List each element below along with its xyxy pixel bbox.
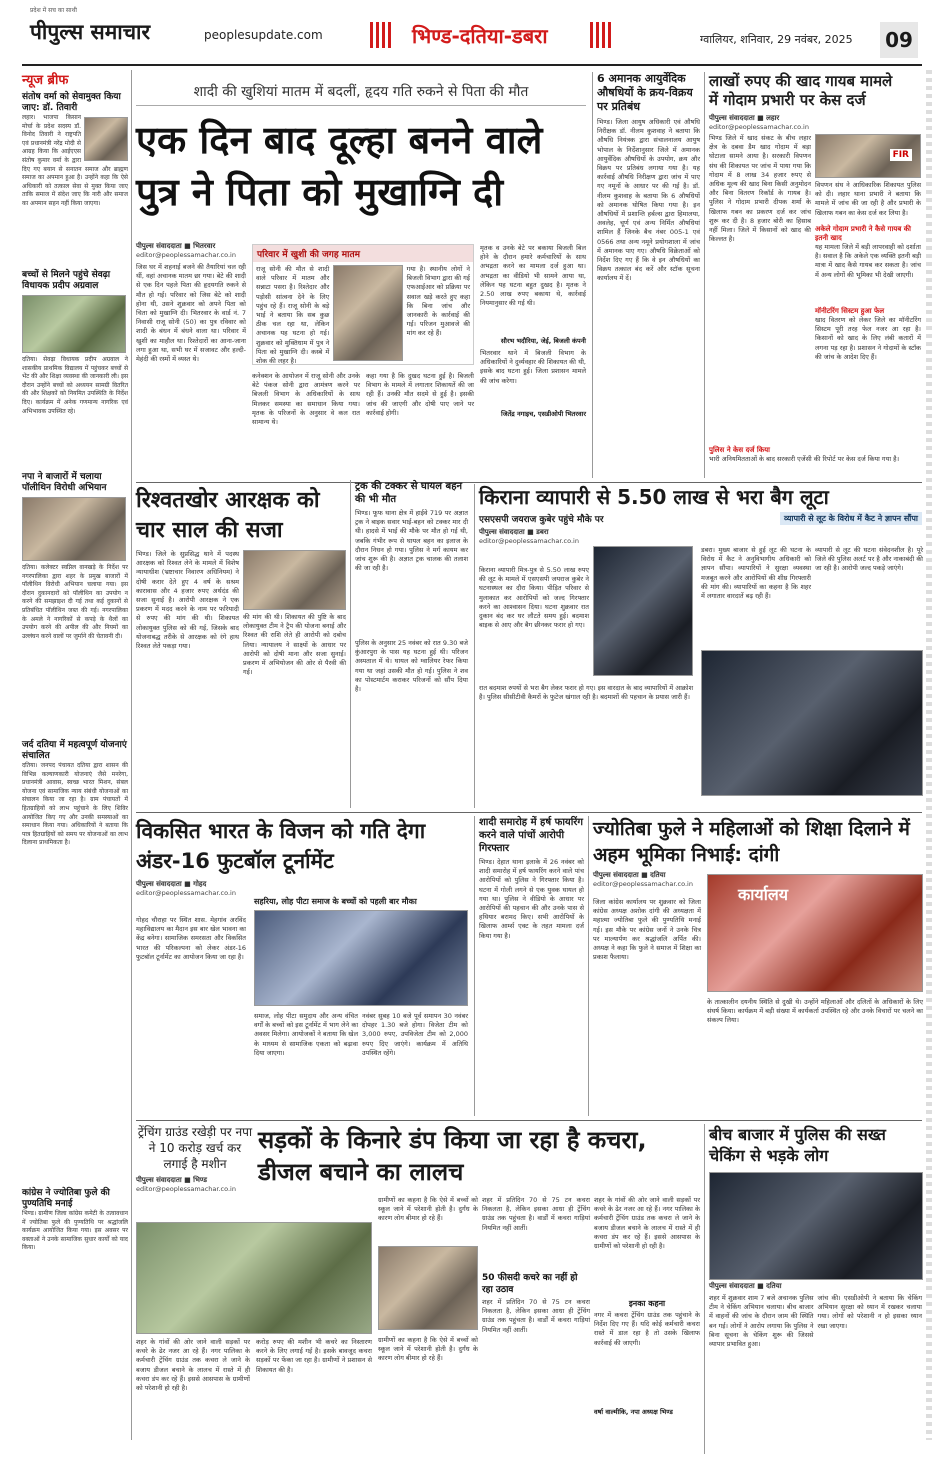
brief-photo-market — [22, 497, 126, 561]
lead-byline: पीपुल्स संवाददाता ■ भितरवार — [136, 242, 216, 250]
brief-title: जर्द दतिया में महत्वपूर्ण योजनाएं संचालित — [22, 740, 127, 761]
garbage-headline: सड़कों के किनारे डंप किया जा रहा है कचरा, डीजल बचाने का लालच — [258, 1126, 647, 1186]
phule-photo-office — [707, 874, 923, 992]
phule-banner: कार्यालय — [738, 885, 788, 904]
football-body-2: समाज, लोह पीटा समुदाय और अन्य वंचित वर्गों के बच्चों को इस टूर्नामेंट में भाग लेने का अवसर मिलेगा। आयोजकों ने बताया कि खेल के माध्यम से सामाजिक एकता को बढ़ावा दिया जाएगा। — [254, 1012, 358, 1057]
lead-quote-by: सौरभ भदौरिया, जेई, बिजली कंपनी — [500, 337, 586, 345]
garbage-body: शहर के गांवों की ओर जाने वाली सड़कों पर कचरे के ढेर नजर आ रहे हैं। नगर पालिका के कर्मचारी ट्रेंचिंग ग्राउंड तक कचरा ले जाने के बजाय डीजल बचाने के लालच में रास्ते में ही कचरा डंप कर रहे हैं। इससे आसपास के ग्रामीणों को परेशानी हो रही है। — [136, 1338, 250, 1393]
firing-story — [474, 816, 584, 1116]
kirana-mail[interactable]: editor@peoplessamachar.co.in — [479, 537, 579, 545]
fertilizer-body: भिण्ड जिले में खाद संकट के बीच लहार क्षेत्र के दबवा डैम खाद गोदाम में बड़ा घोटाला सामने आया है। सरकारी विपणन संघ की शिकायत पर जांच में पाया गया कि गोदाम में 8 लाख 34 हजार रुपए से अधिक मूल्य की खाद बिना किसी अनुमोदन और बिना वितरण रिकॉर्ड के गायब है। पुलिस ने गोदाम प्रभारी दीपक शर्मा के खिलाफ गबन का प्रकरण दर्ज कर जांच शुरू कर दी है। 8 हजार बोरी का हिसाब नहीं मिला। जिले में किसानों को खाद की किल्लत है। — [709, 134, 811, 244]
right-margin-stripe — [926, 70, 932, 1440]
trench-byline: पीपुल्स संवाददाता ■ भिण्ड — [136, 1176, 207, 1184]
phule-body-2: के तात्कालीन दयनीय स्थिति से दुखी थे। उन्होंने महिलाओं और दलितों के अधिकारों के लिए संघर्ष किया। कार्यक्रम में बड़ी संख्या में कार्यकर्ता उपस्थित रहे और उनके विचारों पर चलने का संकल्प लिया। — [707, 998, 923, 1025]
kirana-right-text-2: व्यापारी से लूट की घटना संवेदनशील है। पूरे जिले की पुलिस अलर्ट पर है और नाकाबंदी की जा रही है। आरोपी जल्द पकड़े जाएंगे। — [815, 546, 923, 573]
truck-headline: ट्रक की टक्कर से घायल बहन की भी मौत — [355, 481, 463, 505]
fertilizer-sub-3: पुलिस ने केस दर्ज किया — [709, 446, 770, 454]
bribe-body: भिण्ड। जिले के सुप्रसिद्ध थाने में पदस्थ आरक्षक को रिश्वत लेने के मामले में विशेष न्यायाधीश (भ्रष्टाचार निवारण अधिनियम) ने दोषी करार देते हुए 4 वर्ष के सश्रम कारावास और 4 हजार रुपए अर्थदंड की सजा सुनाई है। आरोपी आरक्षक ने एक प्रकरण में मदद करने के नाम पर फरियादी से रुपए की मांग की थी। शिकायत लोकायुक्त पुलिस को की गई, जिसके बाद योजनाबद्ध तरीके से आरक्षक को रंगे हाथ रिश्वत लेते पकड़ा गया। — [136, 550, 239, 651]
truck-story — [350, 480, 468, 808]
row-divider-1 — [136, 482, 922, 483]
brief-title: कांग्रेस ने ज्योतिबा फुले की पुण्यतिथि मनाई — [22, 1188, 110, 1209]
garbage-body-4b: शहर में प्रतिदिन 70 से 75 टन कचरा निकलता है, लेकिन इसका आधा ही ट्रेंचिंग ग्राउंड तक पहुंचता है। वार्डों में कचरा गाड़ियां नियमित नहीं आतीं। — [482, 1298, 590, 1334]
kirana-byline: पीपुल्स संवाददाता ■ डबरा — [479, 528, 549, 536]
lead-mail[interactable]: editor@peoplessamachar.co.in — [136, 251, 236, 259]
newspaper-logo[interactable]: पीपुल्स समाचार — [30, 19, 151, 44]
column-divider — [131, 70, 132, 1440]
garbage-body-4: शहर में प्रतिदिन 70 से 75 टन कचरा निकलता है, लेकिन इसका आधा ही ट्रेंचिंग ग्राउंड तक पहुंचता है। वार्डों में कचरा गाड़ियां नियमित नहीं आतीं। — [482, 1196, 590, 1232]
brief-item — [22, 472, 128, 734]
kirana-story — [474, 484, 922, 808]
checking-headline: बीच बाजार में पुलिस की सख्त चेकिंग से भड़के लोग — [709, 1125, 886, 1165]
football-headline: विकसित भारत के विजन को गति देगा अंडर-16 फुटबॉल टूर्नामेंट — [136, 819, 426, 873]
bribe-photo-court — [243, 550, 346, 610]
phule-byline: पीपुल्स संवाददाता ■ दतिया — [593, 871, 666, 879]
family-box-text-2: गया है। स्थानीय लोगों ने बिजली विभाग द्वारा की गई एफआईआर को प्रक्रिया पर सवाल खड़े करते हुए कहा कि बिना जांच और जानकारी के कार्रवाई की गई। परिजन मुआवजे की मांग कर रहे हैं। — [406, 265, 470, 338]
brief-item — [22, 740, 128, 1182]
garbage-photo-roadside — [136, 1222, 372, 1334]
brief-body: भिण्ड। ग्रामीण जिला कांग्रेस कमेटी के तत्वावधान में ज्योतिबा फुले की पुण्यतिथि पर श्रद्धांजलि कार्यक्रम आयोजित किया गया। इस अवसर पर वक्ताओं ने उनके सामाजिक सुधार कार्यों को याद किया। — [22, 1210, 128, 1252]
fertilizer-mail[interactable]: editor@peoplessamachar.co.in — [709, 123, 809, 131]
phule-story — [588, 816, 922, 1116]
news-brief-column — [22, 70, 128, 1440]
fertilizer-kicker: लाखों रुपए की खाद गायब मामले — [709, 72, 893, 90]
lead-column-1 — [136, 242, 246, 483]
kirana-right-text: डबरा। मुख्य बाजार से हुई लूट की घटना के विरोध में कैट ने अनुविभागीय अधिकारी को ज्ञापन सौंपा। व्यापारियों ने सुरक्षा व्यवस्था मजबूत करने और आरोपियों की शीघ्र गिरफ्तारी की मांग की। व्यापारियों का कहना है कि शहर में लगातार वारदातें बढ़ रही हैं। — [701, 546, 811, 601]
fertilizer-side-3: खाद वितरण को लेकर जिले का मॉनीटरिंग सिस्टम पूरी तरह फेल नजर आ रहा है। किसानों को खाद के लिए लंबी कतारों में लगना पड़ रहा है। प्रशासन ने गोदामों के स्टॉक की जांच के आदेश दिए हैं। — [815, 316, 921, 361]
lead-quote — [480, 244, 586, 418]
brief-body: दतिया। कलेक्टर स्वप्निल वानखड़े के निर्देश पर नगरपालिका द्वारा शहर के प्रमुख बाजारों में पॉलीथिन विरोधी अभियान चलाया गया। इस दौरान दुकानदारों को पॉलीथिन का उपयोग न करने की समझाइश दी गई तथा कई दुकानों से प्रतिबंधित पॉलीथिन जब्त की गई। नगरपालिका के अमले ने नागरिकों से कपड़े के थैलों का उपयोग करने की अपील की और नियमों का उल्लंघन करने वालों पर जुर्माने की चेतावनी दी। — [22, 564, 128, 640]
kirana-kicker: एसएसपी जयराज कुबेर पहुंचे मौके पर — [479, 515, 604, 525]
firing-headline: शादी समारोह में हर्ष फायरिंग करने वाले पांचों आरोपी गिरफ्तार — [479, 817, 584, 854]
garbage-sub: 50 फीसदी कचरे का नहीं हो रहा उठाव — [482, 1273, 578, 1295]
football-story — [136, 816, 468, 1116]
football-photo-kicker: सहरिया, लोह पीटा समाज के बच्चों को पहली बार मौका — [254, 897, 417, 906]
bribe-story — [136, 486, 346, 808]
fertilizer-sub-2: मॉनीटरिंग सिस्टम हुआ फेल — [815, 307, 885, 315]
brief-label: न्यूज ब्रीफ — [22, 73, 69, 88]
kirana-body: किराना व्यापारी मित्र-पुत्र से 5.50 लाख रुपए की लूट के मामले में एसएसपी जयराज कुबेर ने घटनास्थल का दौरा किया। पीड़ित परिवार से मुलाकात कर आरोपियों को जल्द गिरफ्तार करने का आश्वासन दिया। घटना शुक्रवार रात दुकान बंद कर घर लौटते समय हुई। बदमाश बाइक से आए और बैग छीनकर फरार हो गए। — [479, 566, 589, 630]
brief-body: लहार। भाजपा किसान मोर्चा के प्रदेश सदस्य डॉ. विनोद तिवारी ने राष्ट्रपति एवं प्रधानमंत्री नरेंद्र मोदी से आग्रह किया कि आईएएस संतोष कुमार वर्मा के द्वारा दिए गए बयान से सनातन समाज और ब्राह्मण समाज का अपमान हुआ है। उन्होंने कहा कि ऐसे अधिकारी को तत्काल सेवा से मुक्त किया जाए ताकि समाज में संदेश जाए कि नारी और समाज का अपमान सहन नहीं किया जाएगा। — [22, 114, 128, 207]
fertilizer-side-2: यह मामला जिले में बड़ी लापरवाही को दर्शाता है। सवाल है कि अकेले एक व्यक्ति इतनी बड़ी मात्रा में खाद कैसे गायब कर सकता है। जांच में अन्य लोगों की भूमिका भी देखी जाएगी। — [815, 243, 921, 279]
website-url[interactable]: peoplesupdate.com — [204, 28, 323, 42]
region-title: भिण्ड-दतिया-डबरा — [412, 24, 548, 48]
fertilizer-side-4: भारी अनियमितताओं के बाद सरकारी एजेंसी की रिपोर्ट पर केस दर्ज किया गया है। — [709, 455, 900, 463]
garbage-body-2: करोड़ रुपए की मशीन भी कचरे का निस्तारण करने के लिए लगाई गई है। इसके बावजूद कचरा सड़कों पर फेंका जा रहा है। ग्रामीणों ने प्रशासन से शिकायत की है। — [256, 1338, 372, 1374]
fertilizer-headline: में गोदाम प्रभारी पर केस दर्ज — [709, 91, 866, 109]
phule-headline: ज्योतिबा फुले ने महिलाओं को शिक्षा दिलाने में अहम भूमिका निभाई: दांगी — [593, 818, 910, 866]
garbage-body-3b: ग्रामीणों का कहना है कि ऐसे में बच्चों को स्कूल जाने में परेशानी होती है। दुर्गंध के कारण लोग बीमार हो रहे हैं। — [378, 1336, 478, 1363]
brief-item — [22, 1188, 128, 1300]
deceased-photo — [333, 265, 402, 361]
decor-stripe-right — [590, 22, 612, 48]
row-divider-3 — [136, 1120, 922, 1121]
family-box-title: परिवार में खुशी की जगह मातम — [253, 245, 473, 262]
kirana-side-kicker: व्यापारी से लूट के विरोध में कैट ने ज्ञापन सौंपा — [780, 512, 922, 525]
fertilizer-story — [704, 72, 922, 478]
masthead-rule — [22, 64, 922, 66]
garbage-quote: नगर में कचरा ट्रेंचिंग ग्राउंड तक पहुंचाने के निर्देश दिए गए हैं। यदि कोई कर्मचारी कचरा रास्ते में डाल रहा है तो उसके खिलाफ कार्रवाई की जाएगी। — [594, 1311, 700, 1347]
checking-byline: पीपुल्स संवाददाता ■ दतिया — [709, 1282, 782, 1290]
fir-label: FIR — [890, 149, 912, 161]
bribe-headline: रिश्वतखोर आरक्षक को चार साल की सजा — [136, 488, 320, 543]
garbage-photo-truck — [378, 1246, 478, 1330]
family-box — [252, 244, 474, 365]
kirana-photo-police — [593, 546, 693, 676]
row-divider-2 — [136, 812, 922, 813]
lead-body-6: कहा गया है कि दुखद घटना हुई है। बिजली विभाग के मामले में लगातार शिकायतें की जा रही हैं। उनकी मौत सदमे से हुई है। इसकी जांच की जाएगी और दोषी पाए जाने पर कार्रवाई होगी। — [366, 372, 474, 417]
decor-stripe-left — [370, 22, 392, 48]
page-number: 09 — [880, 22, 918, 58]
checking-photo-market — [709, 1172, 923, 1280]
football-photo-meeting — [254, 910, 468, 1006]
football-body: गोहद चौराहा पर स्थित शास. मेहगांव अरविंद महाविद्यालय का मैदान इस बार खेल भावना का केंद्र बनेगा। सामाजिक समरसता और विकसित भारत की परिकल्पना को लेकर अंडर-16 फुटबॉल टूर्नामेंट का आयोजन किया जा रहा है। — [136, 916, 246, 961]
bribe-body-2: की मांग की थी। शिकायत की पुष्टि के बाद लोकायुक्त टीम ने ट्रैप की योजना बनाई और रिश्वत की राशि लेते ही आरोपी को दबोच लिया। न्यायालय ने साक्ष्यों के आधार पर आरोपी को दोषी माना और सजा सुनाई। प्रकरण में अभियोजन की ओर से पैरवी की गई। — [243, 613, 346, 677]
lead-headline: एक दिन बाद दूल्हा बनने वाले पुत्र ने पिता को मुखाग्नि दी — [136, 118, 543, 214]
fir-photo — [815, 134, 921, 178]
brief-title: संतोष वर्मा को सेवामुक्त किया जाए: डॉ. तिवारी — [22, 92, 121, 113]
brief-body: दतिया। जनपद पंचायत दतिया द्वारा शासन की विभिन्न कल्याणकारी योजनाएं जैसे मनरेगा, प्रधानमंत्री आवास, स्वच्छ भारत मिशन, संबल योजना एवं सामाजिक न्याय संबंधी योजनाओं का संचालन किया जा रहा है। ग्राम पंचायतों में हितग्राहियों को लाभ पहुंचाने के लिए शिविर आयोजित किए गए और उनकी समस्याओं का समाधान किया गया। अधिकारियों ने बताया कि पात्र हितग्राहियों को समय पर योजनाओं का लाभ दिलाना प्राथमिकता है। — [22, 762, 128, 847]
brief-photo-students — [22, 295, 126, 353]
brief-body: दतिया। सेवढ़ा विधायक प्रदीप अग्रवाल ने शासकीय प्राथमिक विद्यालय में पहुंचकर बच्चों से भेंट की और शिक्षा व्यवस्था की जानकारी ली। इस दौरान उन्होंने बच्चों को अध्ययन सामग्री वितरित की और शिक्षकों को नियमित उपस्थिति के निर्देश दिए। कार्यक्रम में अनेक गणमान्य नागरिक एवं अभिभावक उपस्थित रहे। — [22, 356, 128, 415]
kirana-photo-memorandum — [701, 650, 923, 796]
garbage-body-3: ग्रामीणों का कहना है कि ऐसे में बच्चों को स्कूल जाने में परेशानी होती है। दुर्गंध के कारण लोग बीमार हो रहे हैं। — [378, 1196, 478, 1223]
football-mail[interactable]: editor@peoplessamachar.co.in — [136, 889, 236, 897]
brief-photo-person — [84, 117, 128, 161]
lead-quote2-by: जितेंद्र नगाइच, एसडीओपी भितरवार — [501, 410, 586, 418]
garbage-sub-block — [482, 1196, 590, 1452]
phule-body: जिला कांग्रेस कार्यालय पर शुक्रवार को जिला कांग्रेस अध्यक्ष अशोक दांगी की अध्यक्षता में महात्मा ज्योतिबा फुले की पुण्यतिथि मनाई गई। इस मौके पर कांग्रेस जनों ने उनके चित्र पर माल्यार्पण कर श्रद्धांजलि अर्पित की। अध्यक्ष ने कहा कि फुले ने समाज में शिक्षा का प्रकाश फैलाया। — [593, 898, 701, 962]
ayurveda-story — [592, 72, 700, 478]
trench-headline: ट्रेंचिंग ग्राउंड रखेड़ी पर नपा ने 10 करोड़ खर्च कर लगाई है मशीन — [137, 1125, 253, 1171]
ayurveda-headline: 6 अमानक आयुर्वेदिक औषधियों के क्रय-विक्रय पर प्रतिबंध — [597, 72, 693, 113]
firing-body: भिण्ड। देहात थाना इलाके में 26 नवंबर को शादी समारोह में हर्ष फायरिंग करने वाले पांच आरोपियों को पुलिस ने गिरफ्तार किया है। घटना में गोली लगने से एक युवक घायल हो गया था। पुलिस ने वीडियो के आधार पर आरोपियों की पहचान की और उनके पास से हथियार बरामद किए। सभी आरोपियों के खिलाफ आर्म्स एक्ट के तहत मामला दर्ज किया गया है। — [479, 858, 584, 940]
checking-body-2: जांच की। एसडीओपी ने बताया कि चेकिंग अभियान सुरक्षा को ध्यान में रखकर चलाया गया। लोगों को परेशानी न हो इसका ध्यान रखा जाएगा। — [817, 1294, 922, 1330]
lead-quote-text: मृतक व उनके बेटे पर बकाया बिजली बिल होने के दौरान हमारे कर्मचारियों के साथ अभद्रता करने का मामला दर्ज हुआ था। अभद्रता का वीडियो भी सामने आया था, लेकिन यह घटना बहुत दुखद है। मृतक ने 2.50 लाख रुपए बकाया थे, कार्रवाई नियमानुसार की गई थी। — [480, 244, 586, 308]
phule-mail[interactable]: editor@peoplessamachar.co.in — [593, 880, 693, 888]
garbage-quote-by: वर्षा वाल्मीकि, नपा अध्यक्ष भिण्ड — [594, 1408, 673, 1416]
checking-story — [704, 1124, 922, 1454]
lead-quote2-text: भितरवार थाने में बिजली विभाग के अधिकारियों ने दुर्व्यवहार की शिकायत की थी, इसके बाद घटना हुई। जिला प्रशासन मामले की जांच करेगा। — [480, 349, 586, 385]
fertilizer-byline: पीपुल्स संवाददाता ■ लहार — [709, 114, 780, 122]
garbage-body-1b: शहर के गांवों की ओर जाने वाली सड़कों पर कचरे के ढेर नजर आ रहे हैं। नगर पालिका के कर्मचारी ट्रेंचिंग ग्राउंड तक कचरा ले जाने के बजाय डीजल बचाने के लालच में रास्ते में ही कचरा डंप कर रहे हैं। इससे आसपास के ग्रामीणों को परेशानी हो रही है। — [594, 1196, 700, 1251]
trench-mail[interactable]: editor@peoplessamachar.co.in — [136, 1185, 236, 1193]
masthead-tagline: प्रदेश में सच का साथी — [30, 7, 77, 14]
lead-kicker: शादी की खुशियां मातम में बदलीं, हृदय गति रुकने से पिता की मौत — [136, 82, 586, 106]
fertilizer-side-1: विपणन संघ ने आधिकारिक शिकायत पुलिस को दी। लहार थाना प्रभारी ने बताया कि मामले में जांच की जा रही है और प्रभारी के खिलाफ गबन का केस दर्ज कर लिया है। — [815, 181, 921, 217]
family-box-text: राजू सोनी की मौत से शादी वाले परिवार में मातम और सन्नाटा पसरा है। रिश्तेदार और पड़ोसी सांत्वना देने के लिए पहुंच रहे हैं। राजू सोनी के बड़े भाई ने बताया कि सब कुछ ठीक चल रहा था, लेकिन अचानक यह घटना हो गई। शुक्रवार को मुक्तिधाम में पुत्र ने पिता को मुखाग्नि दी। कस्बे में शोक की लहर है। — [256, 265, 330, 366]
kirana-headline: किराना व्यापारी से 5.50 लाख से भरा बैग लूटा — [479, 485, 829, 509]
lead-body: जिस घर में शहनाई बजने की तैयारियां चल रही थीं, वहां अचानक मातम छा गया। बेटे की शादी से एक दिन पहले पिता की हृदयगति रुकने से मौत हो गई। परिवार को जिस बेटे को शादी होना थी, उसने शुक्रवार को अपने पिता को चिता को मुखाग्नि दी। भितरवार के वार्ड नं. 7 निवासी राजू सोनी (50) का पुत्र रविवार को शादी के बंधन में बंधने वाला था। परिवार में खुशी का माहौल था। रिश्तेदारों का आना-जाना लगा हुआ था, सभी घर में सजावट और हल्दी-मेहंदी की रस्मों में व्यस्त थे। — [136, 263, 246, 364]
brief-item — [22, 270, 128, 466]
lead-story — [136, 82, 586, 482]
garbage-quote-block — [594, 1196, 700, 1452]
football-byline: पीपुल्स संवाददाता ■ गोहद — [136, 880, 207, 888]
masthead — [0, 0, 945, 64]
kirana-body-2: रात बदमाश रुपयों से भरा बैग लेकर फरार हो गए। इस वारदात के बाद व्यापारियों में आक्रोश है। पुलिस सीसीटीवी कैमरों के फुटेज खंगाल रही है। बदमाशों की पहचान के प्रयास जारी हैं। — [479, 684, 693, 702]
lead-body-3: कनेक्शन के आयोजन में राजू सोनी और उनके बेटे पंकज सोनी द्वारा आमंत्रण करने पर बिजली विभाग के अधिकारियों के साथ मिलकर समस्या का समाधान किया गया। मृतक के परिजनों के अनुसार वे कल रात सामान्य थे। — [252, 372, 360, 427]
football-body-3: नवंबर सुबह 10 बजे पूर्व समापन 30 नवंबर दोपहर 1.30 बजे होगा। विजेता टीम को 3,000 रुपए, उपविजेता टीम को 2,000 रुपए दिए जाएंगे। कार्यक्रम में अतिथि उपस्थित रहेंगे। — [362, 1012, 468, 1057]
ayurveda-body: भिण्ड। जिला आयुष अधिकारी एवं औषधि निरीक्षक डॉ. नीलम कुशवाह ने बताया कि औषधि नियंत्रक द्वारा संचालनालय आयुष भोपाल के निर्देशानुसार जिले में अमानक आयुर्वेदिक औषधियों के उपयोग, क्रय और विक्रय पर प्रतिबंध लगाया गया है। यह कार्रवाई औषधि निरीक्षण द्वारा जांच में पाए गए नमूनों के आधार पर की गई है। डॉ. नीलम कुशवाह के बताया कि 6 औषधियों को अमानक घोषित किया गया है। इन औषधियों में प्रशान्ति हर्बल्स द्वारा हिमालया, अवलेह, चूर्ण एवं अन्य निर्मित औषधियां शामिल हैं जिनके बैच नंबर 005-1 एवं 0566 तथा अन्य नमूने प्रयोगशाला में जांच में अमानक पाए गए। औषधि विक्रेताओं को निर्देश दिए गए हैं कि वे इन औषधियों का विक्रय तत्काल बंद करें और स्टॉक सूचना कार्यालय में दें। — [597, 118, 700, 283]
brief-title: बच्चों से मिलने पहुंचे सेवढ़ा विधायक प्रदीप अग्रवाल — [22, 270, 111, 291]
brief-title: नपा ने बाजारों में चलाया पॉलीथिन विरोधी अभियान — [22, 472, 107, 493]
garbage-quote-label: इनका कहना — [628, 1299, 666, 1308]
checking-body: शहर में शुक्रवार शाम 7 बजे अचानक पुलिस टीम ने चेकिंग अभियान चलाया। बीच बाजार में वाहनों की जांच के दौरान जाम की स्थिति बन गई। लोगों ने आरोप लगाया कि पुलिस ने बिना सूचना के चेकिंग शुरू की जिससे व्यापार प्रभावित हुआ। — [709, 1294, 814, 1349]
truck-body: भिण्ड। फूफ थाना क्षेत्र में हाईवे 719 पर अज्ञात ट्रक ने बाइक सवार भाई-बहन को टक्कर मार दी थी। हादसे में भाई की मौके पर मौत हो गई थी, जबकि गंभीर रूप से घायल बहन का इलाज के दौरान निधन हो गया। पुलिस ने मर्ग कायम कर जांच शुरू की है। अज्ञात ट्रक चालक की तलाश की जा रही है। — [355, 509, 468, 573]
fertilizer-sub-1: अकेले गोदाम प्रभारी ने कैसे गायब की इतनी खाद — [815, 225, 911, 242]
brief-item — [22, 92, 128, 264]
issue-date: ग्वालियर, शनिवार, 29 नवंबर, 2025 — [700, 33, 853, 46]
truck-body-2: पुलिस के अनुसार 25 नवंबर को रात 9.30 बजे कुंआरपुरा के पास यह घटना हुई थी। परिजन अस्पताल में थे। घायल को ग्वालियर रेफर किया गया था जहां उसकी मौत हो गई। पुलिस ने शव का पोस्टमार्टम कराकर परिजनों को सौंप दिया है। — [355, 639, 468, 694]
